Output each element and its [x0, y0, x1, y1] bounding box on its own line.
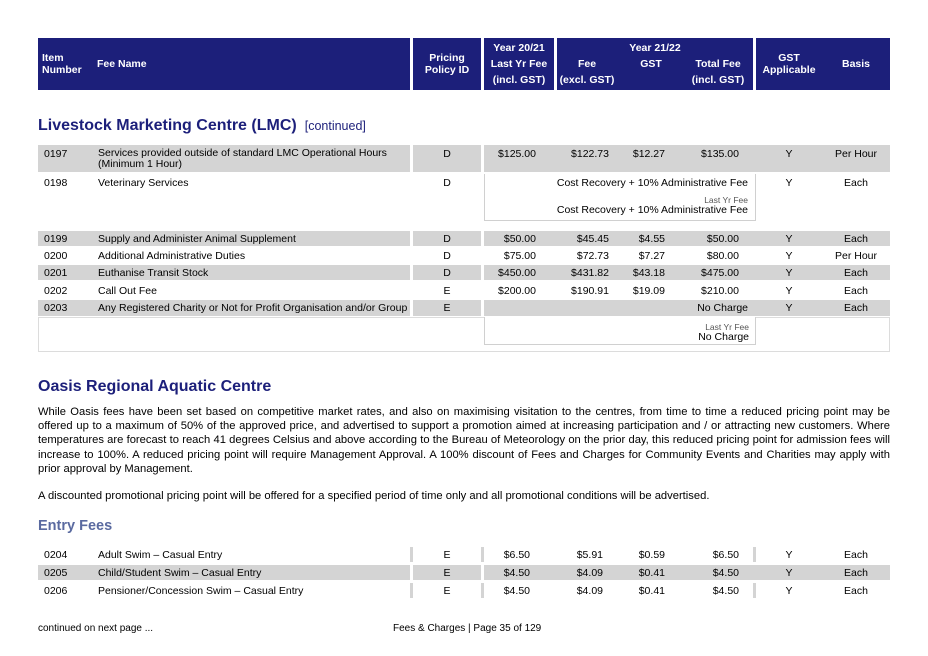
item-number: 0201	[44, 267, 68, 279]
table-row	[38, 174, 890, 226]
gst-value: $0.41	[638, 567, 665, 579]
policy-id: E	[443, 549, 451, 561]
oasis-description: While Oasis fees have been set based on competitive market rates, and also on maximising visitation to the centres, from time to time a reduced pricing point may be offered up to a maximum of 50% of the approved price, and advertised to support a promotion aimed at increasing participation and / or attracting new customers. Where temperatures are forecast to reach 41 degrees Celsius and above according to the Bureau of Meteorology on the prior day, this reduced pricing point for admission fees will increase to 100%. A reduced pricing point will require Management Approval. A 100% discount of Fees and Charges for Community Events and Charities may apply with prior approval by Management.	[38, 406, 890, 475]
header-fee: Fee	[577, 58, 597, 70]
table-row	[38, 265, 890, 280]
header-gst-applicable: GST Applicable	[762, 52, 816, 76]
gst-value: $43.18	[632, 267, 665, 279]
gst-value: $4.55	[638, 233, 665, 245]
basis: Each	[844, 585, 868, 597]
basis: Each	[844, 233, 868, 245]
table-row	[38, 565, 890, 580]
policy-id: D	[443, 177, 451, 189]
policy-id: E	[443, 585, 451, 597]
fee-name: Any Registered Charity or Not for Profit Organisation and/or Group	[98, 302, 408, 314]
basis: Each	[844, 549, 868, 561]
item-number: 0203	[44, 302, 68, 314]
policy-id: E	[443, 285, 451, 297]
header-total-incl: (incl. GST)	[691, 74, 745, 86]
gst-applicable: Y	[785, 549, 793, 561]
fee-excl: $4.09	[576, 567, 603, 579]
header-item-number: Item Number	[42, 52, 82, 76]
last-yr-fee: $4.50	[503, 585, 530, 597]
table-row	[38, 145, 890, 172]
last-yr-label: Last Yr Fee	[705, 322, 749, 332]
fee-name: Child/Student Swim – Casual Entry	[98, 567, 262, 579]
policy-id: D	[443, 233, 451, 245]
item-number: 0205	[44, 567, 68, 579]
last-yr-fee: $50.00	[503, 233, 536, 245]
header-pricing-policy: Pricing Policy ID	[424, 52, 470, 76]
total-fee: $210.00	[701, 285, 739, 297]
last-yr-fee: $200.00	[498, 285, 536, 297]
gst-applicable: Y	[785, 250, 793, 262]
header-last-yr-fee: Last Yr Fee	[490, 58, 548, 70]
basis: Per Hour	[834, 148, 877, 160]
lmc-section-title	[38, 117, 366, 135]
last-yr-span-text: No Charge	[698, 331, 749, 343]
fee-name: Additional Administrative Duties	[98, 250, 246, 262]
item-number: 0197	[44, 148, 68, 160]
item-number: 0206	[44, 585, 68, 597]
fee-excl: $431.82	[571, 267, 609, 279]
header-gst: GST	[640, 58, 662, 70]
item-number: 0199	[44, 233, 68, 245]
gst-applicable: Y	[785, 302, 793, 314]
table-row	[38, 248, 890, 263]
header-item-fee-cell	[38, 38, 410, 90]
item-number: 0198	[44, 177, 68, 189]
fee-span-text: No Charge	[697, 302, 748, 314]
oasis-section-title: Oasis Regional Aquatic Centre	[38, 378, 272, 395]
basis: Each	[844, 285, 868, 297]
header-year-prev: Year 20/21	[493, 42, 545, 54]
gst-value: $12.27	[632, 148, 665, 160]
gst-applicable: Y	[785, 285, 793, 297]
table-row	[38, 231, 890, 246]
total-fee: $135.00	[701, 148, 739, 160]
fee-excl: $5.91	[576, 549, 603, 561]
total-fee: $4.50	[712, 585, 739, 597]
lmc-title-text: Livestock Marketing Centre (LMC)	[38, 117, 297, 134]
fee-name: Veterinary Services	[98, 177, 189, 189]
fee-excl: $45.45	[576, 233, 609, 245]
gst-value: $0.41	[638, 585, 665, 597]
fee-excl: $190.91	[571, 285, 609, 297]
basis: Each	[844, 177, 868, 189]
last-yr-fee: $450.00	[498, 267, 536, 279]
policy-id: E	[443, 567, 451, 579]
last-yr-fee: $125.00	[498, 148, 536, 160]
item-number: 0202	[44, 285, 68, 297]
gst-value: $7.27	[638, 250, 665, 262]
table-row	[38, 300, 890, 316]
total-fee: $6.50	[712, 549, 739, 561]
policy-id: D	[443, 267, 451, 279]
header-excl-gst: (excl. GST)	[559, 74, 615, 86]
policy-id: D	[443, 148, 451, 160]
fee-name: Supply and Administer Animal Supplement	[98, 233, 296, 245]
table-row	[38, 583, 890, 598]
fee-name: Pensioner/Concession Swim – Casual Entry	[98, 585, 304, 597]
header-year-curr: Year 21/22	[629, 42, 681, 54]
gst-applicable: Y	[785, 148, 793, 160]
fee-span-text: Cost Recovery + 10% Administrative Fee	[556, 177, 748, 189]
fee-excl: $72.73	[576, 250, 609, 262]
total-fee: $50.00	[706, 233, 739, 245]
header-fee-name: Fee Name	[97, 58, 147, 70]
last-yr-fee: $4.50	[503, 567, 530, 579]
gst-applicable: Y	[785, 177, 793, 189]
basis: Each	[844, 567, 868, 579]
continued-label: [continued]	[304, 119, 366, 133]
basis: Each	[844, 267, 868, 279]
gst-applicable: Y	[785, 267, 793, 279]
fee-excl: $4.09	[576, 585, 603, 597]
item-number: 0204	[44, 549, 68, 561]
last-yr-span-text: Cost Recovery + 10% Administrative Fee	[556, 204, 748, 216]
header-incl-gst: (incl. GST)	[492, 74, 546, 86]
fee-excl: $122.73	[571, 148, 609, 160]
promotion-note: A discounted promotional pricing point will be offered for a specified period of time only and all promotional conditions will be advertised.	[38, 490, 710, 502]
item-number: 0200	[44, 250, 68, 262]
last-yr-fee: $6.50	[503, 549, 530, 561]
last-yr-fee: $75.00	[503, 250, 536, 262]
policy-id: D	[443, 250, 451, 262]
fee-name: Call Out Fee	[98, 285, 157, 297]
header-total-fee: Total Fee	[695, 58, 741, 70]
entry-fees-title: Entry Fees	[38, 518, 113, 534]
table-row	[38, 283, 890, 298]
last-yr-label: Last Yr Fee	[704, 195, 748, 205]
row-0203-last-yr-container	[38, 317, 890, 352]
fee-name: Services provided outside of standard LMC Operational Hours (Minimum 1 Hour)	[98, 147, 387, 170]
gst-value: $0.59	[638, 549, 665, 561]
table-row	[38, 547, 890, 562]
fee-name: Euthanise Transit Stock	[98, 267, 209, 279]
gst-applicable: Y	[785, 567, 793, 579]
fee-name: Adult Swim – Casual Entry	[98, 549, 223, 561]
table-header	[38, 38, 890, 90]
total-fee: $80.00	[706, 250, 739, 262]
page-number: Fees & Charges | Page 35 of 129	[393, 623, 542, 634]
total-fee: $4.50	[712, 567, 739, 579]
basis: Each	[844, 302, 868, 314]
gst-applicable: Y	[785, 585, 793, 597]
gst-value: $19.09	[632, 285, 665, 297]
basis: Per Hour	[834, 250, 877, 262]
policy-id: E	[443, 302, 451, 314]
header-basis: Basis	[841, 58, 871, 70]
total-fee: $475.00	[701, 267, 739, 279]
gst-applicable: Y	[785, 233, 793, 245]
continued-next-page: continued on next page ...	[38, 623, 154, 634]
